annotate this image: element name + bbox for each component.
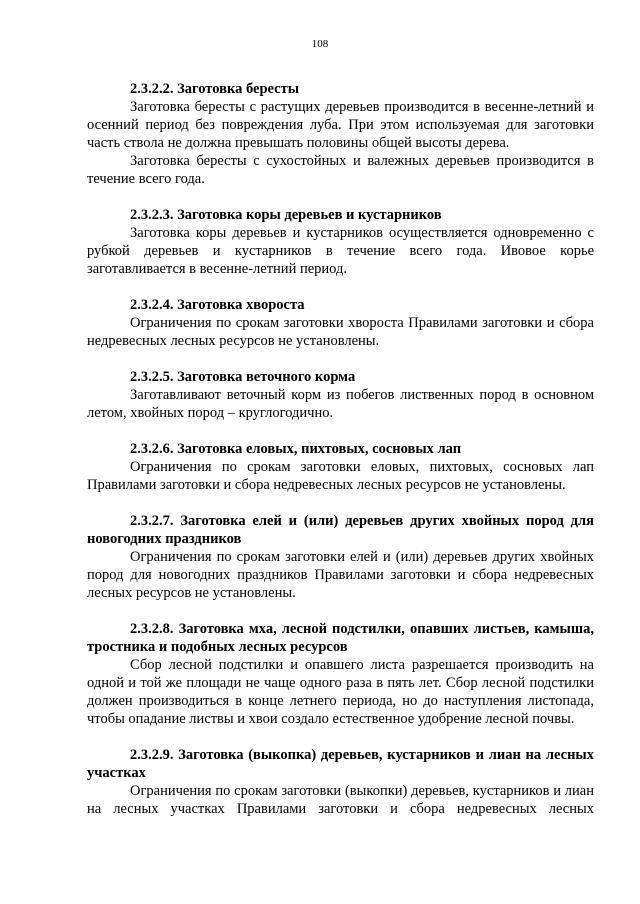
- section-birch-bark: [87, 80, 594, 188]
- section-heading: 2.3.2.7. Заготовка елей и (или) деревьев других хвойных пород для новогодних праздников: [87, 513, 594, 547]
- section-conifer-branches: [87, 440, 594, 494]
- paragraph: Заготовка бересты с растущих деревьев производится в весенне-летний и осенний период без повреждения луба. При этом используемая для заготовки часть ствола не должна превышать половины общей высоты дерева.: [87, 99, 594, 151]
- document-body: [87, 80, 594, 836]
- section-moss-litter: [87, 620, 594, 728]
- section-heading: 2.3.2.4. Заготовка хвороста: [130, 297, 305, 313]
- section-heading: 2.3.2.9. Заготовка (выкопка) деревьев, кустарников и лиан на лесных участках: [87, 747, 594, 781]
- section-heading: 2.3.2.5. Заготовка веточного корма: [130, 369, 356, 385]
- section-branch-feed: [87, 368, 594, 422]
- section-bark: [87, 206, 594, 278]
- section-new-year-trees: [87, 512, 594, 602]
- paragraph: Ограничения по срокам заготовки еловых, пихтовых, сосновых лап Правилами заготовки и сбора недревесных лесных ресурсов не установлены.: [87, 459, 594, 493]
- paragraph: Заготавливают веточный корм из побегов лиственных пород в основном летом, хвойных пород – круглогодично.: [87, 387, 594, 421]
- section-digging-plants: [87, 746, 594, 818]
- paragraph: Ограничения по срокам заготовки елей и (или) деревьев других хвойных пород для новогодних праздников Правилами заготовки и сбора недревесных лесных ресурсов не установлены.: [87, 549, 594, 601]
- section-heading: 2.3.2.2. Заготовка бересты: [130, 81, 300, 97]
- paragraph: Сбор лесной подстилки и опавшего листа разрешается производить на одной и той же площади не чаще одного раза в пять лет. Сбор лесной подстилки должен производиться в конце летнего периода, но до наступления листопада, чтобы опадание листвы и хвои создало естественное удобрение лесной почвы.: [87, 657, 594, 727]
- section-heading: 2.3.2.8. Заготовка мха, лесной подстилки, опавших листьев, камыша, тростника и подобных лесных ресурсов: [87, 621, 594, 655]
- paragraph: Ограничения по срокам заготовки (выкопки) деревьев, кустарников и лиан на лесных участках Правилами заготовки и сбора недревесных лесных: [87, 783, 594, 817]
- section-heading: 2.3.2.6. Заготовка еловых, пихтовых, сосновых лап: [130, 441, 462, 457]
- page-number: 108: [311, 38, 329, 50]
- section-heading: 2.3.2.3. Заготовка коры деревьев и кустарников: [130, 207, 442, 223]
- paragraph: Заготовка бересты с сухостойных и валежных деревьев производится в течение всего года.: [87, 153, 594, 187]
- section-brushwood: [87, 296, 594, 350]
- paragraph: Ограничения по срокам заготовки хвороста Правилами заготовки и сбора недревесных лесных ресурсов не установлены.: [87, 315, 594, 349]
- paragraph: Заготовка коры деревьев и кустарников осуществляется одновременно с рубкой деревьев и кустарников в течение всего года. Ивовое корье заготавливается в весенне-летний период.: [87, 225, 594, 277]
